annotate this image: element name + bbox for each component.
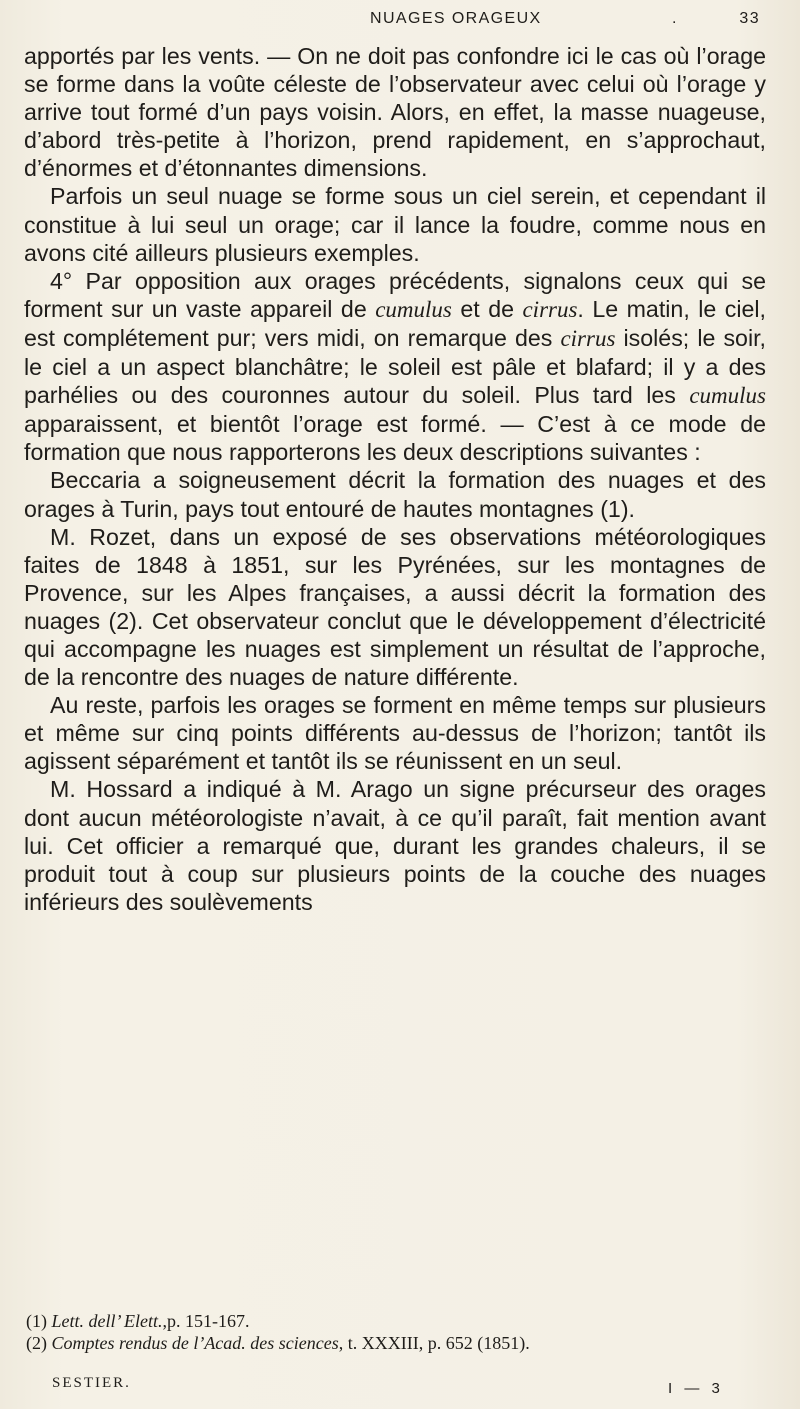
- footnote: [26, 1332, 766, 1354]
- page-number: 33: [739, 10, 760, 27]
- paragraph: [24, 466, 766, 522]
- paragraph: [24, 42, 766, 182]
- running-head-separator: .: [672, 10, 678, 27]
- chapter-title: NUAGES ORAGEUX: [370, 10, 542, 27]
- italic-term: Lett. dell’ Elett.: [51, 1311, 163, 1331]
- paragraph: [24, 775, 766, 915]
- text-run: Parfois un seul nuage se forme sous un ciel serein, et cependant il constitue à lui seul un orage; car il lance la foudre, comme nous en avons cité ailleurs plusieurs exemples.: [24, 183, 766, 266]
- text-run: (2): [26, 1333, 52, 1353]
- paragraph: [24, 182, 766, 266]
- text-run: , t. XXXIII, p. 652 (1851).: [338, 1333, 530, 1353]
- footnotes: [26, 1310, 766, 1354]
- printer-signature: SESTIER.: [52, 1375, 131, 1391]
- italic-term: cirrus: [560, 325, 616, 351]
- italic-term: Comptes rendus de l’Acad. des sciences: [51, 1333, 339, 1353]
- text-run: apparaissent, et bientôt l’orage est formé. — C’est à ce mode de formation que nous rapporterons les deux descriptions suivantes :: [24, 411, 766, 466]
- text-run: 4° Par opposition aux orages précédents, signalons ceux qui se forment sur un vaste appareil de: [24, 267, 766, 322]
- text-run: Beccaria a soigneusement décrit la formation des nuages et des orages à Turin, pays tout entouré de hautes montagnes (1).: [24, 467, 766, 522]
- text-run: (1): [26, 1311, 52, 1331]
- paragraph: [24, 267, 766, 467]
- sheet-number: I — 3: [668, 1380, 724, 1397]
- italic-term: cirrus: [522, 296, 578, 322]
- text-run: apportés par les vents. — On ne doit pas confondre ici le cas où l’orage se forme dans la voûte céleste de l’observateur avec celui où l’orage y arrive tout formé d’un pays voisin. Alors, en effet, la masse nuageuse, d’abord très-petite à l’horizon, prend rapidement, en s’approchaut, d’énormes et d’étonnantes dimensions.: [24, 43, 766, 182]
- footnote: [26, 1310, 766, 1332]
- text-run: M. Rozet, dans un exposé de ses observations météorologiques faites de 1848 à 1851, sur les Pyrénées, sur les montagnes de Provence, sur les Alpes françaises, a aussi décrit la formation des nuages (2). Cet observateur conclut que le développement d’électricité qui accompagne les nuages est simplement un résultat de l’approche, de la rencontre des nuages de nature différente.: [24, 523, 766, 691]
- text-run: M. Hossard a indiqué à M. Arago un signe précurseur des orages dont aucun météorologiste n’avait, à ce qu’il paraît, fait mention avant lui. Cet officier a remarqué que, durant les grandes chaleurs, il se produit tout à coup sur plusieurs points de la couche des nuages inférieurs des soulèvements: [24, 776, 766, 915]
- italic-term: cumulus: [689, 383, 766, 409]
- running-head: [60, 10, 760, 38]
- main-text: [24, 42, 766, 916]
- text-run: . Le matin, le ciel, est complétement pur; vers midi, on remarque des: [24, 295, 766, 351]
- text-run: isolés; le soir, le ciel a un aspect blanchâtre; le soleil est pâle et blafard; il y a des parhélies ou des couronnes autour du soleil. Plus tard les: [24, 324, 766, 409]
- text-run: Au reste, parfois les orages se forment en même temps sur plusieurs et même sur cinq points différents au-dessus de l’horizon; tantôt ils agissent séparément et tantôt ils se réunissent en un seul.: [24, 692, 766, 775]
- paragraph: [24, 523, 766, 692]
- paragraph: [24, 691, 766, 775]
- text-run: ,p. 151-167.: [162, 1311, 250, 1331]
- italic-term: cumulus: [375, 296, 452, 322]
- text-run: et de: [451, 295, 523, 322]
